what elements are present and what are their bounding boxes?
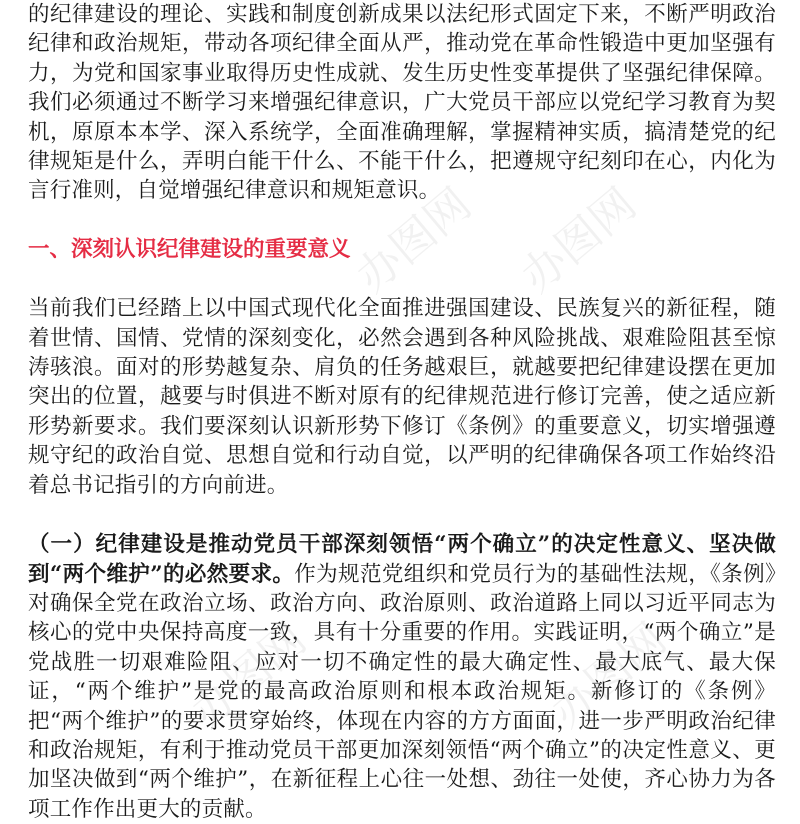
point-one-paragraph	[28, 530, 776, 824]
watermark-text: 办图网	[346, 178, 481, 303]
document-page	[28, 0, 776, 824]
watermark-text: 办图网	[511, 178, 646, 303]
section-heading: 一、深刻认识纪律建设的重要意义	[28, 236, 351, 262]
point-one-bold-lead: （一）纪律建设是推动党员干部深刻领悟“两个确立”的决定性意义、坚决做到“两个维护”的必然要求。	[28, 532, 776, 587]
watermark-text: 办图网	[541, 613, 676, 738]
watermark-text: 办图网	[181, 613, 316, 738]
point-one-body: 作为规范党组织和党员行为的基础性法规，《条例》对确保全党在政治立场、政治方向、政治原则、政治道路上同以习近平同志为核心的党中央保持高度一致，具有十分重要的作用。实践证明，“两个确立”是党战胜一切艰难险阻、应对一切不确定性的最大确定性、最大底气、最大保证，“两个维护”是党的最高政治原则和根本政治规矩。新修订的《条例》把“两个维护”的要求贯穿始终，体现在内容的方方面面，进一步严明政治纪律和政治规矩，有利于推动党员干部更加深刻领悟“两个确立”的决定性意义、更加坚决做到“两个维护”，在新征程上心往一处想、劲往一处使，齐心协力为各项工作作出更大的贡献。	[28, 561, 776, 822]
intro-paragraph: 的纪律建设的理论、实践和制度创新成果以法纪形式固定下来，不断严明政治纪律和政治规矩，带动各项纪律全面从严，推动党在革命性锻造中更加坚强有力，为党和国家事业取得历史性成就、发生历史性变革提供了坚强纪律保障。我们必须通过不断学习来增强纪律意识，广大党员干部应以党纪学习教育为契机，原原本本学、深入系统学，全面准确理解，掌握精神实质，搞清楚党的纪律规矩是什么，弄明白能干什么、不能干什么，把遵规守纪刻印在心，内化为言行准则，自觉增强纪律意识和规矩意识。	[28, 2, 776, 204]
section-paragraph: 当前我们已经踏上以中国式现代化全面推进强国建设、民族复兴的新征程，随着世情、国情、党情的深刻变化，必然会遇到各种风险挑战、艰难险阻甚至惊涛骇浪。面对的形势越复杂、肩负的任务越艰巨，就越要把纪律建设摆在更加突出的位置，越要与时俱进不断对原有的纪律规范进行修订完善，使之适应新形势新要求。我们要深刻认识新形势下修订《条例》的重要意义，切实增强遵规守纪的政治自觉、思想自觉和行动自觉，以严明的纪律确保各项工作始终沿着总书记指引的方向前进。	[28, 296, 776, 498]
